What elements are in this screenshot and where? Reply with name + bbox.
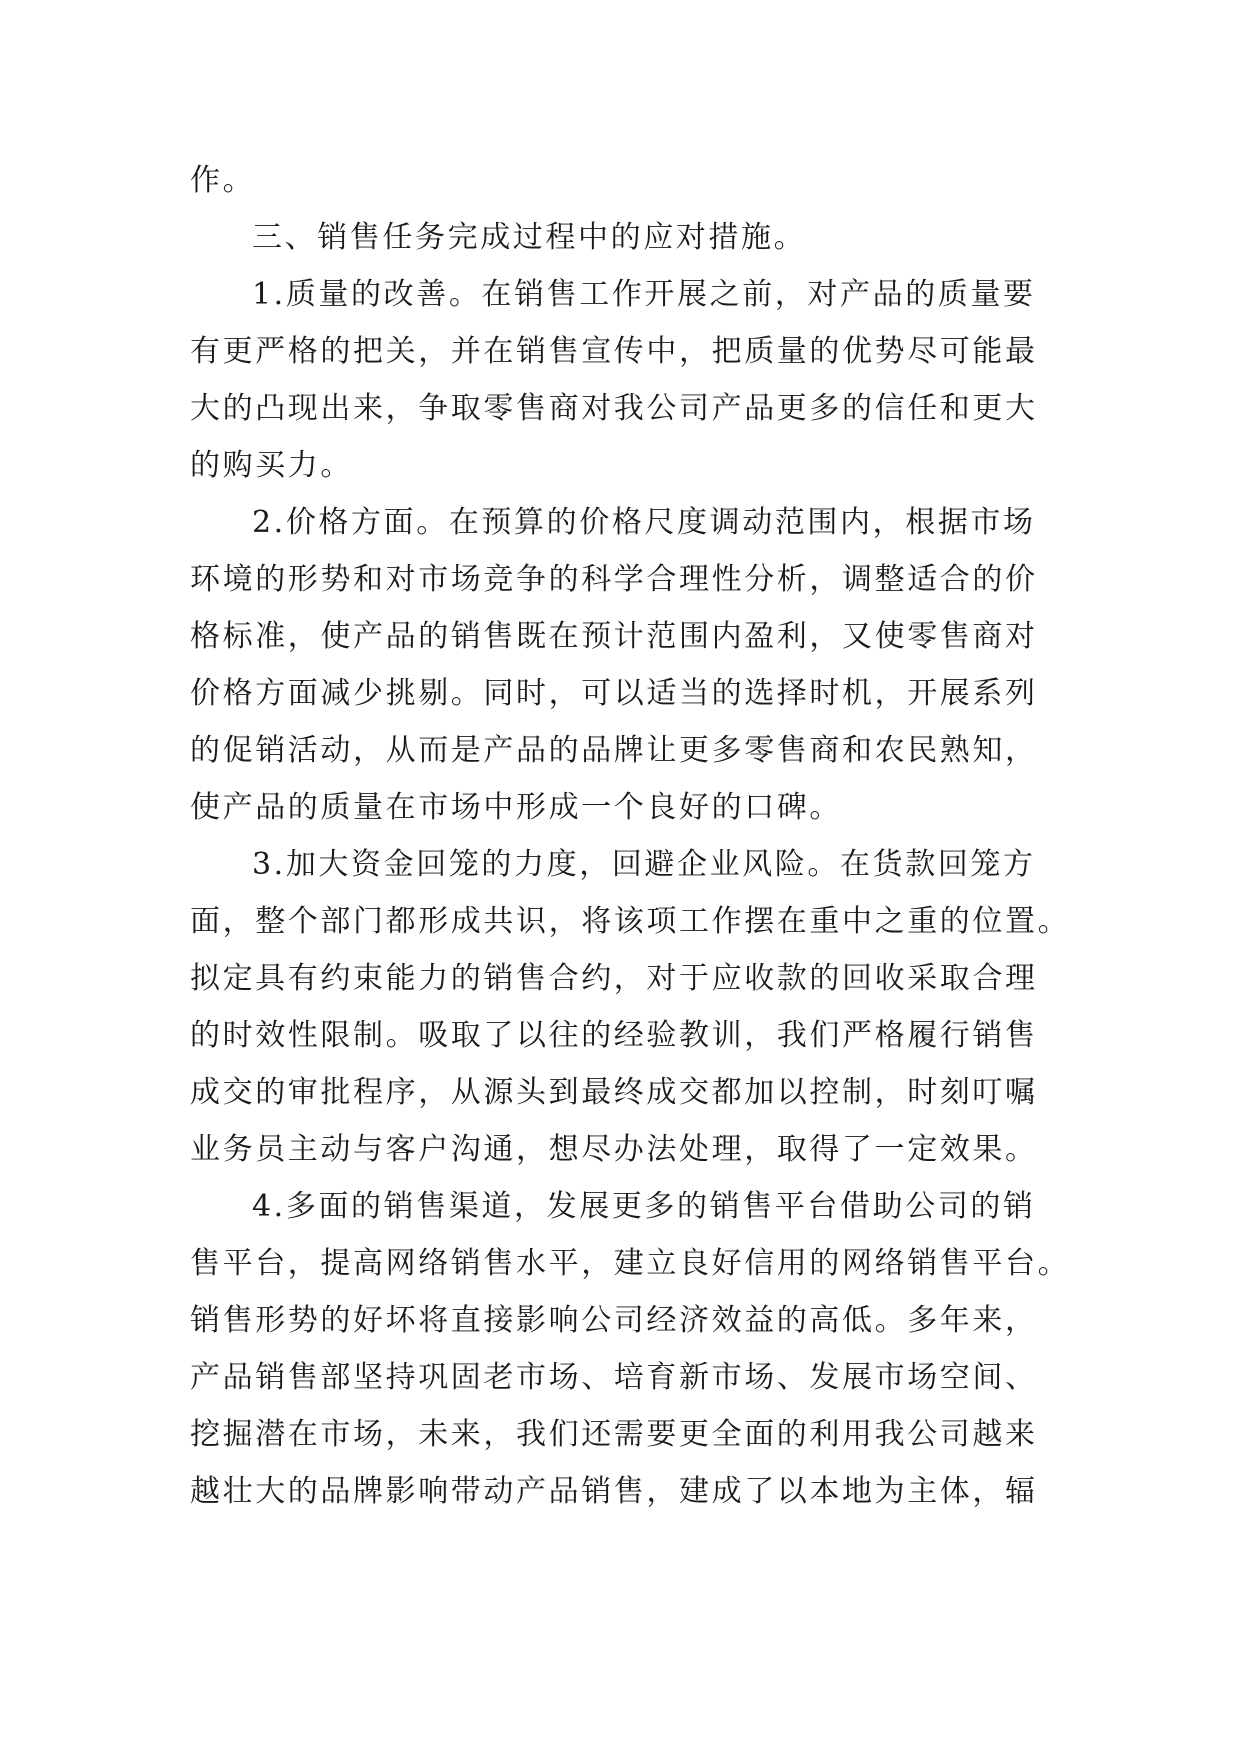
text-line: 作。 bbox=[190, 163, 256, 198]
text-line: 挖掘潜在市场，未来，我们还需要更全面的利用我公司越来 bbox=[190, 1417, 1038, 1452]
text-line: 3.加大资金回笼的力度，回避企业风险。在货款回笼方 bbox=[252, 847, 1036, 882]
body-text bbox=[190, 152, 1071, 1520]
text-line: 的促销活动，从而是产品的品牌让更多零售商和农民熟知， bbox=[190, 733, 1038, 768]
text-line: 成交的审批程序，从源头到最终成交都加以控制，时刻叮嘱 bbox=[190, 1075, 1038, 1110]
text-line: 越壮大的品牌影响带动产品销售，建成了以本地为主体，辐 bbox=[190, 1474, 1038, 1509]
text-line: 售平台，提高网络销售水平，建立良好信用的网络销售平台。 bbox=[190, 1246, 1071, 1281]
text-line: 2.价格方面。在预算的价格尺度调动范围内，根据市场 bbox=[252, 505, 1036, 540]
text-line: 价格方面减少挑剔。同时，可以适当的选择时机，开展系列 bbox=[190, 676, 1038, 711]
text-line: 1.质量的改善。在销售工作开展之前，对产品的质量要 bbox=[252, 277, 1036, 312]
text-line: 有更严格的把关，并在销售宣传中，把质量的优势尽可能最 bbox=[190, 334, 1038, 369]
text-line: 拟定具有约束能力的销售合约，对于应收款的回收采取合理 bbox=[190, 961, 1038, 996]
text-line: 销售形势的好坏将直接影响公司经济效益的高低。多年来， bbox=[190, 1303, 1038, 1338]
text-line: 大的凸现出来，争取零售商对我公司产品更多的信任和更大 bbox=[190, 391, 1038, 426]
section-heading: 三、销售任务完成过程中的应对措施。 bbox=[252, 220, 807, 255]
text-line: 环境的形势和对市场竞争的科学合理性分析，调整适合的价 bbox=[190, 562, 1038, 597]
text-line: 产品销售部坚持巩固老市场、培育新市场、发展市场空间、 bbox=[190, 1360, 1038, 1395]
text-line: 面，整个部门都形成共识，将该项工作摆在重中之重的位置。 bbox=[190, 904, 1071, 939]
text-line: 格标准，使产品的销售既在预计范围内盈利，又使零售商对 bbox=[190, 619, 1038, 654]
text-line: 业务员主动与客户沟通，想尽办法处理，取得了一定效果。 bbox=[190, 1132, 1038, 1167]
text-line: 的购买力。 bbox=[190, 448, 353, 483]
text-line: 4.多面的销售渠道，发展更多的销售平台借助公司的销 bbox=[252, 1189, 1036, 1224]
text-line: 使产品的质量在市场中形成一个良好的口碑。 bbox=[190, 790, 842, 825]
text-line: 的时效性限制。吸取了以往的经验教训，我们严格履行销售 bbox=[190, 1018, 1038, 1053]
